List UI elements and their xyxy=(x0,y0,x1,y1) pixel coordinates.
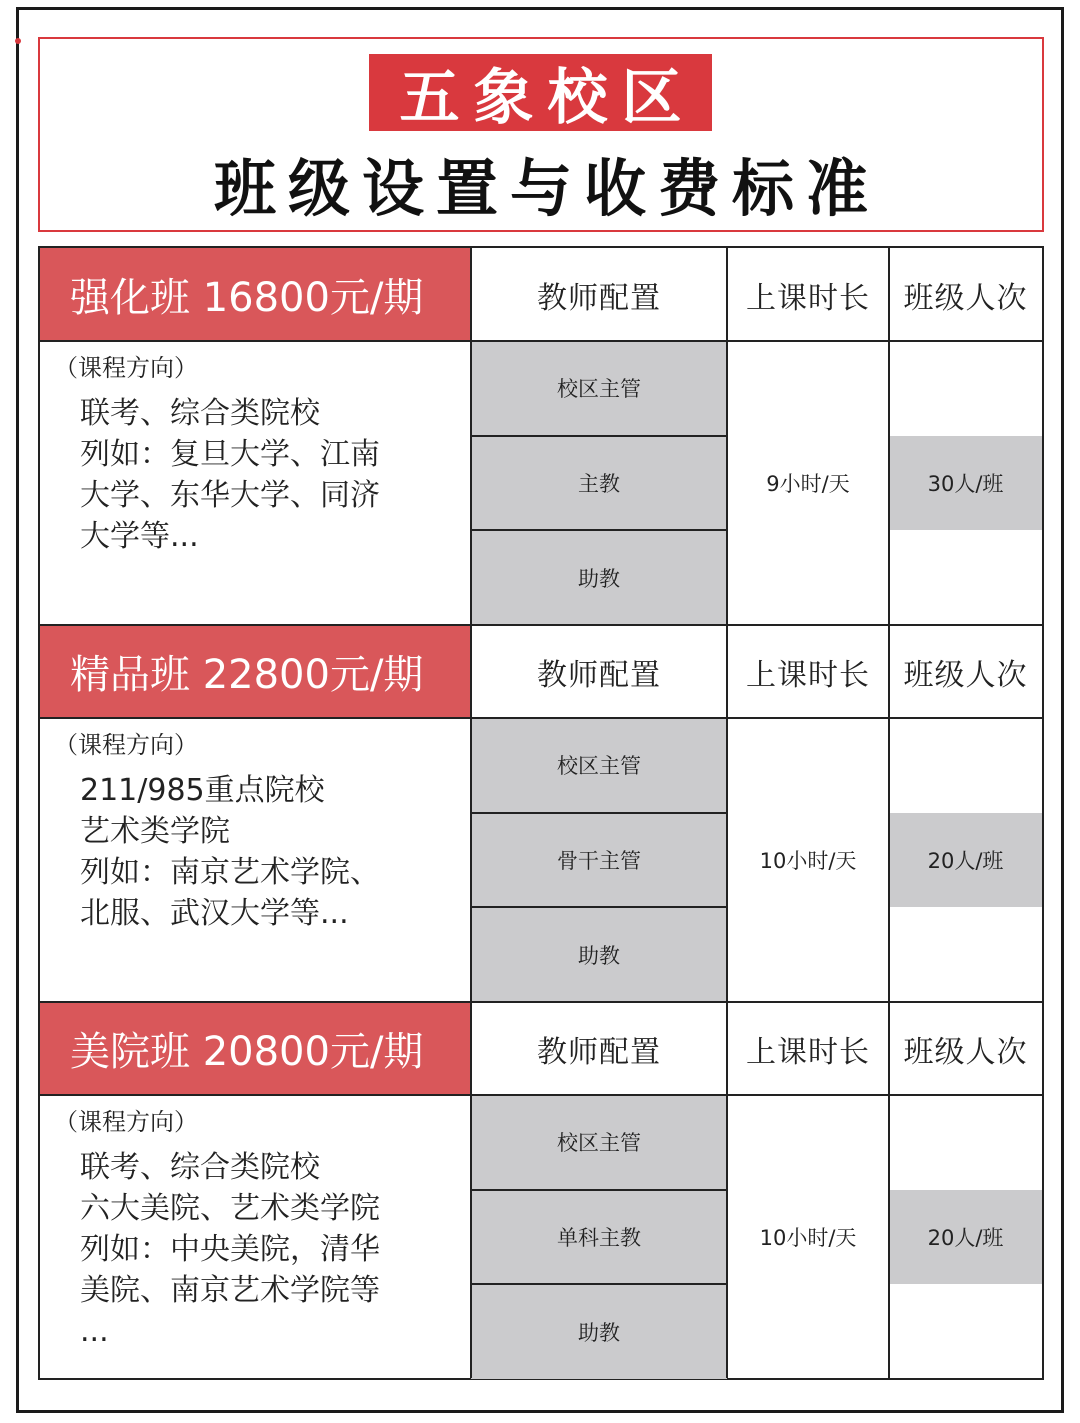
column-header-class-size: 班级人次 xyxy=(903,657,1028,693)
course-direction-line: 联考、综合类院校 xyxy=(80,1150,320,1185)
teacher-role: 校区主管 xyxy=(471,1095,727,1190)
class-name-header: 强化班 16800元/期 xyxy=(40,248,471,341)
teacher-role: 助教 xyxy=(471,1284,727,1379)
column-header-class-size: 班级人次 xyxy=(903,280,1028,316)
course-direction-text xyxy=(54,1147,471,1352)
teacher-role: 校区主管 xyxy=(471,341,727,436)
course-direction-line: 列如：复旦大学、江南 xyxy=(80,437,380,472)
teacher-divider xyxy=(471,435,727,437)
class-name-header: 精品班 22800元/期 xyxy=(40,625,471,718)
course-direction-label: （课程方向） xyxy=(54,1108,198,1136)
course-direction-text xyxy=(54,393,471,557)
column-header-duration: 上课时长 xyxy=(746,280,870,316)
section-divider xyxy=(40,624,1042,626)
teacher-divider xyxy=(471,812,727,814)
teacher-role: 助教 xyxy=(471,907,727,1002)
column-divider xyxy=(726,248,728,1378)
campus-badge: 五象校区 xyxy=(369,54,712,131)
column-header-teachers: 教师配置 xyxy=(537,280,661,316)
course-direction-line: 列如：中央美院，清华 xyxy=(80,1232,380,1267)
corner-dot xyxy=(15,38,21,44)
column-divider xyxy=(470,248,472,1378)
class-duration: 9小时/天 xyxy=(766,472,850,496)
teacher-divider xyxy=(471,1189,727,1191)
course-direction-line: 艺术类学院 xyxy=(80,814,230,849)
course-direction xyxy=(40,718,471,1002)
course-direction-line: 211/985重点院校 xyxy=(80,773,325,808)
column-header-teachers: 教师配置 xyxy=(537,657,661,693)
class-size: 20人/班 xyxy=(889,1190,1042,1285)
course-direction xyxy=(40,1095,471,1379)
row-divider xyxy=(40,717,1042,719)
course-direction xyxy=(40,341,471,625)
course-direction-line: 六大美院、艺术类学院 xyxy=(80,1191,380,1226)
course-direction-line: 联考、综合类院校 xyxy=(80,396,320,431)
page-title: 班级设置与收费标准 xyxy=(213,151,880,225)
class-duration: 10小时/天 xyxy=(759,849,857,873)
course-direction-line: 大学等... xyxy=(80,519,199,554)
column-header-class-size: 班级人次 xyxy=(903,1034,1028,1070)
column-divider xyxy=(888,248,890,1378)
row-divider xyxy=(40,1094,1042,1096)
course-direction-line: 北服、武汉大学等... xyxy=(80,896,349,931)
teacher-role: 主教 xyxy=(471,436,727,531)
course-direction-line: 美院、南京艺术学院等 xyxy=(80,1273,380,1308)
column-header-teachers: 教师配置 xyxy=(537,1034,661,1070)
section-divider xyxy=(40,1001,1042,1003)
course-direction-line: 列如：南京艺术学院、 xyxy=(80,855,380,890)
row-divider xyxy=(40,340,1042,342)
teacher-role: 校区主管 xyxy=(471,718,727,813)
class-name-header: 美院班 20800元/期 xyxy=(40,1002,471,1095)
class-size: 20人/班 xyxy=(889,813,1042,908)
class-duration: 10小时/天 xyxy=(759,1226,857,1250)
course-direction-text xyxy=(54,770,471,934)
course-direction-label: （课程方向） xyxy=(54,354,198,382)
teacher-role: 助教 xyxy=(471,530,727,625)
column-header-duration: 上课时长 xyxy=(746,1034,870,1070)
teacher-divider xyxy=(471,906,727,908)
course-direction-line: 大学、东华大学、同济 xyxy=(80,478,380,513)
course-direction-line: ... xyxy=(80,1314,109,1349)
column-header-duration: 上课时长 xyxy=(746,657,870,693)
teacher-role: 单科主教 xyxy=(471,1190,727,1285)
fee-table xyxy=(38,246,1044,1380)
teacher-divider xyxy=(471,1283,727,1285)
teacher-divider xyxy=(471,529,727,531)
course-direction-label: （课程方向） xyxy=(54,731,198,759)
teacher-role: 骨干主管 xyxy=(471,813,727,908)
class-size: 30人/班 xyxy=(889,436,1042,531)
